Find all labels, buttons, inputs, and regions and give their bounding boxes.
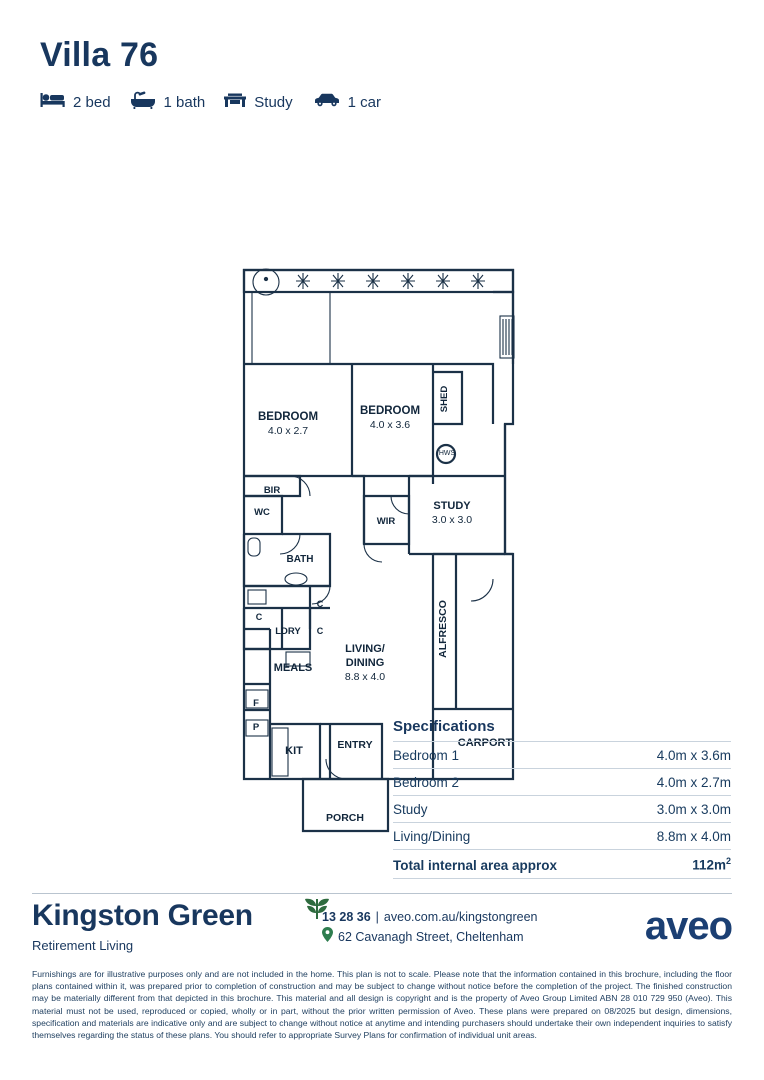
room-label-porch: PORCH [326, 812, 364, 824]
contact-address-line [322, 927, 645, 948]
spec-total-number: 112m [692, 857, 726, 873]
contact-website[interactable]: aveo.com.au/kingstongreen [383, 910, 538, 924]
feature-list [40, 91, 764, 114]
room-label-bir: BIR [263, 485, 281, 496]
spec-row-bedroom-1 [393, 741, 731, 768]
spec-value-bedroom-1: 4.0m x 3.6m [656, 748, 731, 763]
spec-value-total-area [692, 856, 731, 873]
feature-bath [129, 91, 206, 114]
feature-study [223, 91, 292, 114]
room-label-cupboard-3: C [316, 626, 324, 636]
room-label-kit: KIT [285, 745, 303, 757]
room-label-study: STUDY [433, 500, 471, 512]
room-label-wir: WIR [376, 516, 396, 527]
leaf-icon [300, 894, 334, 925]
room-dims-bedroom2: 4.0 x 2.7 [267, 425, 309, 437]
bath-icon [129, 91, 157, 114]
page-header [0, 0, 764, 114]
spec-label-living-dining: Living/Dining [393, 829, 471, 844]
room-label-entry: ENTRY [337, 739, 373, 751]
community-name: Kingston Green [32, 899, 253, 932]
room-label-ldry: LDRY [275, 626, 301, 637]
disclaimer-text: Furnishings are for illustrative purposes only and are not included in the home. This plan is not to scale. Please note that the information contained in this brochure, including the floor plans contained within it, was prepared prior to completion of construction and may be subject to change without notice before the completion of the project. The finished construction may be materially different from that depicted in this brochure. This material and all design is copyright and is the property of Aveo Group Limited ABN 28 010 729 950 (Aveo). This material must not be used, reproduced or copied, wholly or in part, without the prior written permission of Aveo. These plans were prepared on 08/2025 but design, dimensions, specification and materials are indicative only and are subject to change without notice at anytime and intending purchasers should undertake their own independent inquiries to satisfy themselves regarding the status of these plans. You should refer to appropriate Survey Plans for confirmation of individual unit areas. [32, 969, 732, 1041]
contact-phone[interactable]: 13 28 36 [322, 910, 371, 924]
spec-value-living-dining: 8.8m x 4.0m [656, 829, 731, 844]
room-label-bath: BATH [286, 554, 314, 565]
room-label-carport: CARPORT [457, 737, 513, 749]
room-label-living-2: DINING [345, 657, 385, 669]
spec-row-bedroom-2 [393, 768, 731, 795]
spec-total-superscript: 2 [725, 856, 731, 866]
spec-label-total-area: Total internal area approx [393, 857, 558, 873]
spec-label-bedroom-2: Bedroom 2 [393, 775, 460, 790]
page-title: Villa 76 [40, 36, 159, 74]
room-dims-bedroom1: 4.0 x 3.6 [369, 419, 411, 431]
aveo-logo: aveo [644, 904, 732, 948]
hot-water-label: HWS [438, 450, 456, 457]
room-label-fridge: F [253, 698, 259, 709]
room-label-cupboard-1: C [255, 612, 263, 622]
room-label-bedroom1: BEDROOM [359, 405, 421, 417]
room-label-pantry: P [252, 722, 260, 733]
room-dims-living: 8.8 x 4.0 [344, 671, 386, 683]
feature-car-label: 1 car [347, 94, 381, 111]
footer-divider [32, 893, 732, 894]
contact-separator: | [375, 910, 379, 924]
desk-icon [223, 91, 247, 114]
contact-address: 62 Cavanagh Street, Cheltenham [338, 930, 524, 945]
page-footer [32, 900, 732, 953]
spec-row-total-area [393, 849, 731, 879]
room-label-living-1: LIVING/ [345, 643, 385, 655]
room-label-cupboard-2: C [316, 599, 324, 609]
feature-bed-label: 2 bed [73, 94, 111, 111]
location-pin-icon [322, 927, 333, 948]
room-label-alfresco: ALFRESCO [437, 600, 449, 658]
specifications-panel [393, 718, 731, 879]
room-dims-study: 3.0 x 3.0 [431, 514, 473, 526]
room-label-meals: MEALS [273, 662, 313, 674]
car-icon [313, 91, 341, 114]
community-subtitle: Retirement Living [32, 937, 134, 953]
spec-label-bedroom-1: Bedroom 1 [393, 748, 460, 763]
spec-value-study: 3.0m x 3.0m [656, 802, 731, 817]
community-block [32, 900, 322, 953]
spec-row-study [393, 795, 731, 822]
feature-bed [40, 91, 111, 114]
feature-study-label: Study [254, 94, 293, 111]
bed-icon [40, 91, 66, 114]
specifications-heading: Specifications [393, 718, 495, 735]
feature-car [313, 91, 381, 114]
room-label-bedroom2: BEDROOM [257, 411, 319, 423]
room-label-shed: SHED [439, 385, 450, 413]
spec-row-living-dining [393, 822, 731, 849]
contact-block [322, 900, 645, 949]
spec-label-study: Study [393, 802, 428, 817]
contact-phone-web [322, 908, 645, 927]
spec-value-bedroom-2: 4.0m x 2.7m [656, 775, 731, 790]
room-label-wc: WC [254, 507, 270, 518]
feature-bath-label: 1 bath [163, 94, 206, 111]
